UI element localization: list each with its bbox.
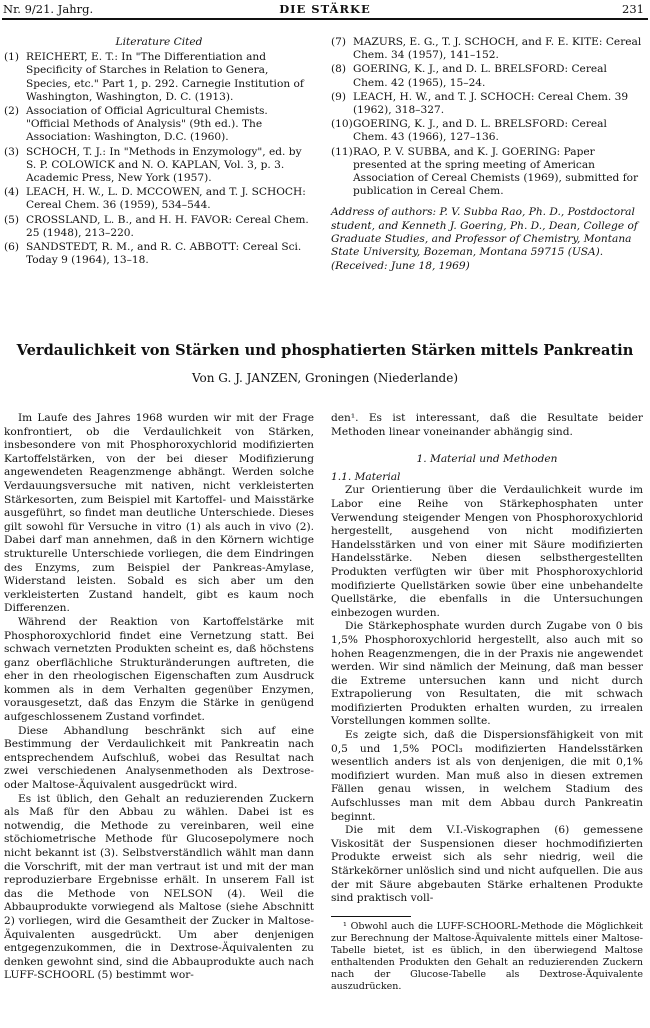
subsection-heading: 1.1. Material [331,470,401,483]
body-paragraph: Es zeigte sich, daß die Dispersionsfähigkeit von mit 0,5 und 1,5% POCl₃ modifizierten Handelsstärken wesentlich anders ist als von denjenigen, die mit 0,1% modifiziert wurden. Man muß also in diesen extremen Fällen genau wissen, in welchem Stadium des Aufschlusses man mit dem Abbau durch Pankreatin beginnt. [331,729,643,823]
reference-number: (6) [4,241,20,254]
reference-text: SCHOCH, T. J.: In "Methods in Enzymology", ed. by S. P. COLOWICK and N. O. KAPLAN, Vol. 3, p. 3. Academic Press, New York (1957). [26,145,302,185]
body-paragraph: Die Stärkephosphate wurden durch Zugabe von 0 bis 1,5% Phosphoroxychlorid hergestellt, also auch mit so hohen Reagenzmengen, die in der Praxis nie angewendet werden. Wir sind nämlich der Meinung, daß man besser die Extreme untersuchen kann und nicht durch Extrapolierung von Resultaten, die mit schwach modifizierten Produkten erhalten wurden, zu irrealen Vorstellungen kommen sollte. [331,620,643,728]
body-paragraph: Es ist üblich, den Gehalt an reduzierenden Zuckern als Maß für den Abbau zu wählen. Dabei ist es notwendig, die Methode zu vereinbaren, weil eine stöchiometrische Methode für Glucosepolymere noch nicht bekannt ist (3). Selbstverständlich wählt man dann die Vorschrift, mit der man vertraut ist und mit der man reproduzierbare Ergebnisse erhält. In unserem Fall ist das die Methode von NELSON (4). Weil die Abbauprodukte vorwiegend als Maltose (siehe Abschnitt 2) vorliegen, wird die Gesamtheit der Zucker in Maltose-Äquivalenten ausgedrückt. Um aber denjenigen entgegenzukommen, die in Dextrose-Äquivalenten zu denken gewohnt sind, sind die Abbauprodukte auch nach LUFF-SCHOORL (5) bestimmt wor- [4,792,314,982]
reference-text: REICHERT, E. T.: In "The Differentiation and Specificity of Starches in Relation to Genera, Species, etc." Part 1, p. 292. Carnegie Institution of Washington, Washington, D. C. (1913). [26,51,304,103]
reference-item [4,186,314,212]
reference-text: SANDSTEDT, R. M., and R. C. ABBOTT: Cereal Sci. Today 9 (1964), 13–18. [26,241,302,267]
reference-text: LEACH, H. W., L. D. MCCOWEN, and T. J. SCHOCH: Cereal Chem. 36 (1959), 534–544. [26,186,306,212]
author-address: Address of authors: P. V. Subba Rao, Ph. D., Postdoctoral student, and Kenneth J. Goering, Ph. D., Dean, College of Graduate Studies, and Professor of Chemistry, Montana State University, Bozeman, Montana 59715 (USA). [331,206,638,259]
reference-text: GOERING, K. J., and D. L. BRELSFORD: Cereal Chem. 43 (1966), 127–136. [353,118,607,144]
article-title: Verdaulichkeit von Stärken und phosphatierten Stärken mittels Pankreatin [16,342,634,359]
body-paragraph: Diese Abhandlung beschränkt sich auf eine Bestimmung der Verdaulichkeit mit Pankreatin nach entsprechendem Aufschluß, wobei das Resultat nach zwei verschiedenen Analysenmethoden als Dextrose- oder Maltose-Äquivalent ausgedrückt wird. [4,724,314,792]
section-heading: 1. Material und Methoden [416,453,558,466]
reference-number: (1) [4,51,20,64]
body-left-column [4,412,314,983]
reference-item [331,36,643,62]
footnote-rule [331,916,411,917]
reference-item [4,105,314,145]
reference-text: MAZURS, E. G., T. J. SCHOCH, and F. E. KITE: Cereal Chem. 34 (1957), 141–152. [353,36,642,62]
reference-item [331,146,643,199]
reference-number: (10) [331,118,353,131]
article-byline: Von G. J. JANZEN, Groningen (Niederlande) [191,371,459,385]
page-number: 231 [622,2,644,16]
reference-text: CROSSLAND, L. B., and H. H. FAVOR: Cereal Chem. 25 (1948), 213–220. [26,213,309,239]
reference-number: (4) [4,186,20,199]
reference-item [331,63,643,89]
reference-number: (2) [4,105,20,118]
body-paragraph-continued: den¹. Es ist interessant, daß die Resultate beider Methoden linear voneinander abhängig sind. [331,412,643,438]
reference-item [4,146,314,186]
reference-number: (11) [331,145,353,158]
reference-number: (3) [4,145,20,158]
header-rule [2,18,648,20]
references-left-column [4,36,314,268]
reference-number: (8) [331,63,347,76]
reference-item [4,51,314,104]
references-right-column [331,36,643,273]
reference-item [4,214,314,240]
body-right-column [331,412,643,993]
reference-item [331,91,643,117]
reference-text: GOERING, K. J., and D. L. BRELSFORD: Cereal Chem. 42 (1965), 15–24. [353,63,607,89]
reference-text: LEACH, H. W., and T. J. SCHOCH: Cereal Chem. 39 (1962), 318–327. [353,90,629,117]
footnote: ¹ Obwohl auch die LUFF-SCHOORL-Methode die Möglichkeit zur Berechnung der Maltose-Äquivalente mittels einer Maltose-Tabelle bietet, ist es üblich, in den überwiegend Maltose enthaltenden Produkten den Gehalt an reduzierenden Zuckern nach der Glucose-Tabelle als Dextrose-Äquivalente auszudrücken. [331,920,643,992]
reference-item [4,241,314,267]
reference-text: RAO, P. V. SUBBA, and K. J. GOERING: Paper presented at the spring meeting of American Association of Cereal Chemists (1969), submitted for publication in Cereal Chem. [353,145,639,198]
running-header-issue: Nr. 9/21. Jahrg. [3,2,94,16]
received-date: (Received: June 18, 1969) [331,260,470,273]
reference-text: Association of Official Agricultural Chemists. "Official Methods of Analysis" (9th ed.). The Association: Washington, D.C. (1960). [26,105,268,144]
body-paragraph: Während der Reaktion von Kartoffelstärke mit Phosphoroxychlorid findet eine Vernetzung statt. Bei schwach vernetzten Produkten scheint es, daß höchstens ganz oberflächliche Strukturänderungen auftreten, die eher in den rheologischen Eigenschaften zum Ausdruck kommen als in dem Verhalten gegenüber Enzymen, vorausgesetzt, daß das Enzym die Stärke in genügend aufgeschlossenem Zustand vorfindet. [4,615,314,724]
body-paragraph: Zur Orientierung über die Verdaulichkeit wurde im Labor eine Reihe von Stärkephosphaten unter Verwendung steigender Mengen von Phosphoroxychlorid hergestellt, ausgehend von nicht modifizierten Handelsstärken und von einer mit Säure modifizierten Handelsstärke. Neben diesen selbsthergestellten Produkten verfügten wir über mit Phosphoroxychlorid modifizierte Quellstärken sowie über eine unbehandelte Quellstärke, die ebenfalls in die Untersuchungen einbezogen wurden. [331,484,643,619]
body-paragraph: Im Laufe des Jahres 1968 wurden wir mit der Frage konfrontiert, ob die Verdaulichkeit von Stärken, insbesondere von mit Phosphoroxychlorid modifizierten Kartoffelstärken, von der bei dieser Modifizierung angewendeten Reagenzmenge abhängt. Werden solche Verdauungsversuche mit nativen, nicht verkleisterten Stärkesorten, zum Beispiel mit Kartoffel- und Maisstärke ausgeführt, so findet man deutliche Unterschiede. Dieses gilt sowohl für Versuche in vitro (1) als auch in vivo (2). Dabei darf man annehmen, daß in den Körnern wichtige strukturelle Unterschiede vorliegen, die dem Eindringen des Enzyms, zum Beispiel der Pankreas-Amylase, Widerstand leisten. Sobald es sich aber um den verkleisterten Zustand handelt, gibt es kaum noch Differenzen. [4,412,314,615]
reference-number: (9) [331,90,347,103]
reference-number: (7) [331,36,347,48]
reference-number: (5) [4,213,20,226]
reference-item [331,118,643,144]
literature-cited-heading: Literature Cited [115,36,203,48]
running-header-journal: DIE STÄRKE [279,2,371,16]
body-paragraph: Die mit dem V.I.-Viskographen (6) gemessene Viskosität der Suspensionen dieser hochmodifizierten Produkte erweist sich als sehr niedrig, weil die Stärkekörner unlöslich sind und nicht aufquellen. Die aus der mit Säure abgebauten Stärke erhaltenen Produkte sind praktisch voll- [331,824,643,905]
